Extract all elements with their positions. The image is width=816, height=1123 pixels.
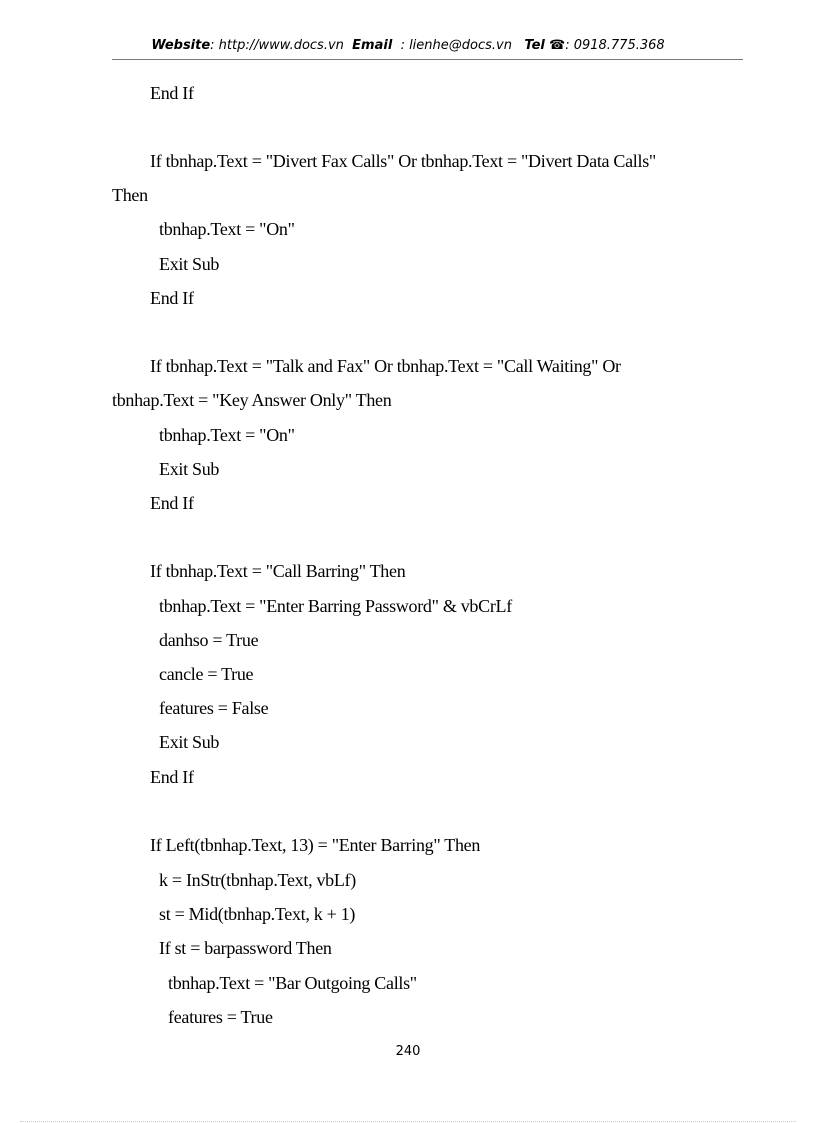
- code-line: If st = barpassword Then: [159, 938, 332, 958]
- code-line: Exit Sub: [159, 459, 220, 479]
- code-line: End If: [150, 493, 194, 513]
- code-line: Exit Sub: [159, 732, 220, 752]
- code-line: If Left(tbnhap.Text, 13) = "Enter Barring" Then: [150, 835, 481, 855]
- page-bottom-border: [20, 1121, 796, 1122]
- code-line: st = Mid(tbnhap.Text, k + 1): [159, 904, 356, 924]
- code-line: tbnhap.Text = "On": [159, 219, 295, 239]
- code-line: Then: [112, 185, 148, 205]
- code-line: End If: [150, 83, 194, 103]
- website-value: : http://www.docs.vn: [210, 38, 344, 53]
- tel-label: Tel: [524, 38, 545, 53]
- code-line: If tbnhap.Text = "Talk and Fax" Or tbnhap.Text = "Call Waiting" Or: [150, 356, 621, 376]
- header-rule: [112, 59, 743, 60]
- code-line: cancle = True: [159, 664, 254, 684]
- code-line: tbnhap.Text = "Enter Barring Password" & vbCrLf: [159, 596, 512, 616]
- phone-icon: ☎: [548, 38, 566, 53]
- code-line: tbnhap.Text = "Key Answer Only" Then: [112, 390, 392, 410]
- email-label: Email: [352, 38, 393, 53]
- code-line: Exit Sub: [159, 254, 220, 274]
- code-line: tbnhap.Text = "On": [159, 425, 295, 445]
- website-label: Website: [151, 38, 211, 53]
- code-line: features = False: [159, 698, 269, 718]
- code-line: End If: [150, 767, 194, 787]
- code-line: features = True: [168, 1007, 273, 1027]
- page-header: [0, 38, 816, 53]
- email-value: : lienhe@docs.vn: [400, 38, 512, 53]
- code-line: danhso = True: [159, 630, 259, 650]
- code-line: k = InStr(tbnhap.Text, vbLf): [159, 870, 356, 890]
- code-line: If tbnhap.Text = "Divert Fax Calls" Or tbnhap.Text = "Divert Data Calls": [150, 151, 656, 171]
- tel-value: : 0918.775.368: [565, 38, 665, 53]
- code-line: End If: [150, 288, 194, 308]
- code-line: If tbnhap.Text = "Call Barring" Then: [150, 561, 406, 581]
- page-number: 240: [395, 1044, 421, 1059]
- code-line: tbnhap.Text = "Bar Outgoing Calls": [168, 973, 417, 993]
